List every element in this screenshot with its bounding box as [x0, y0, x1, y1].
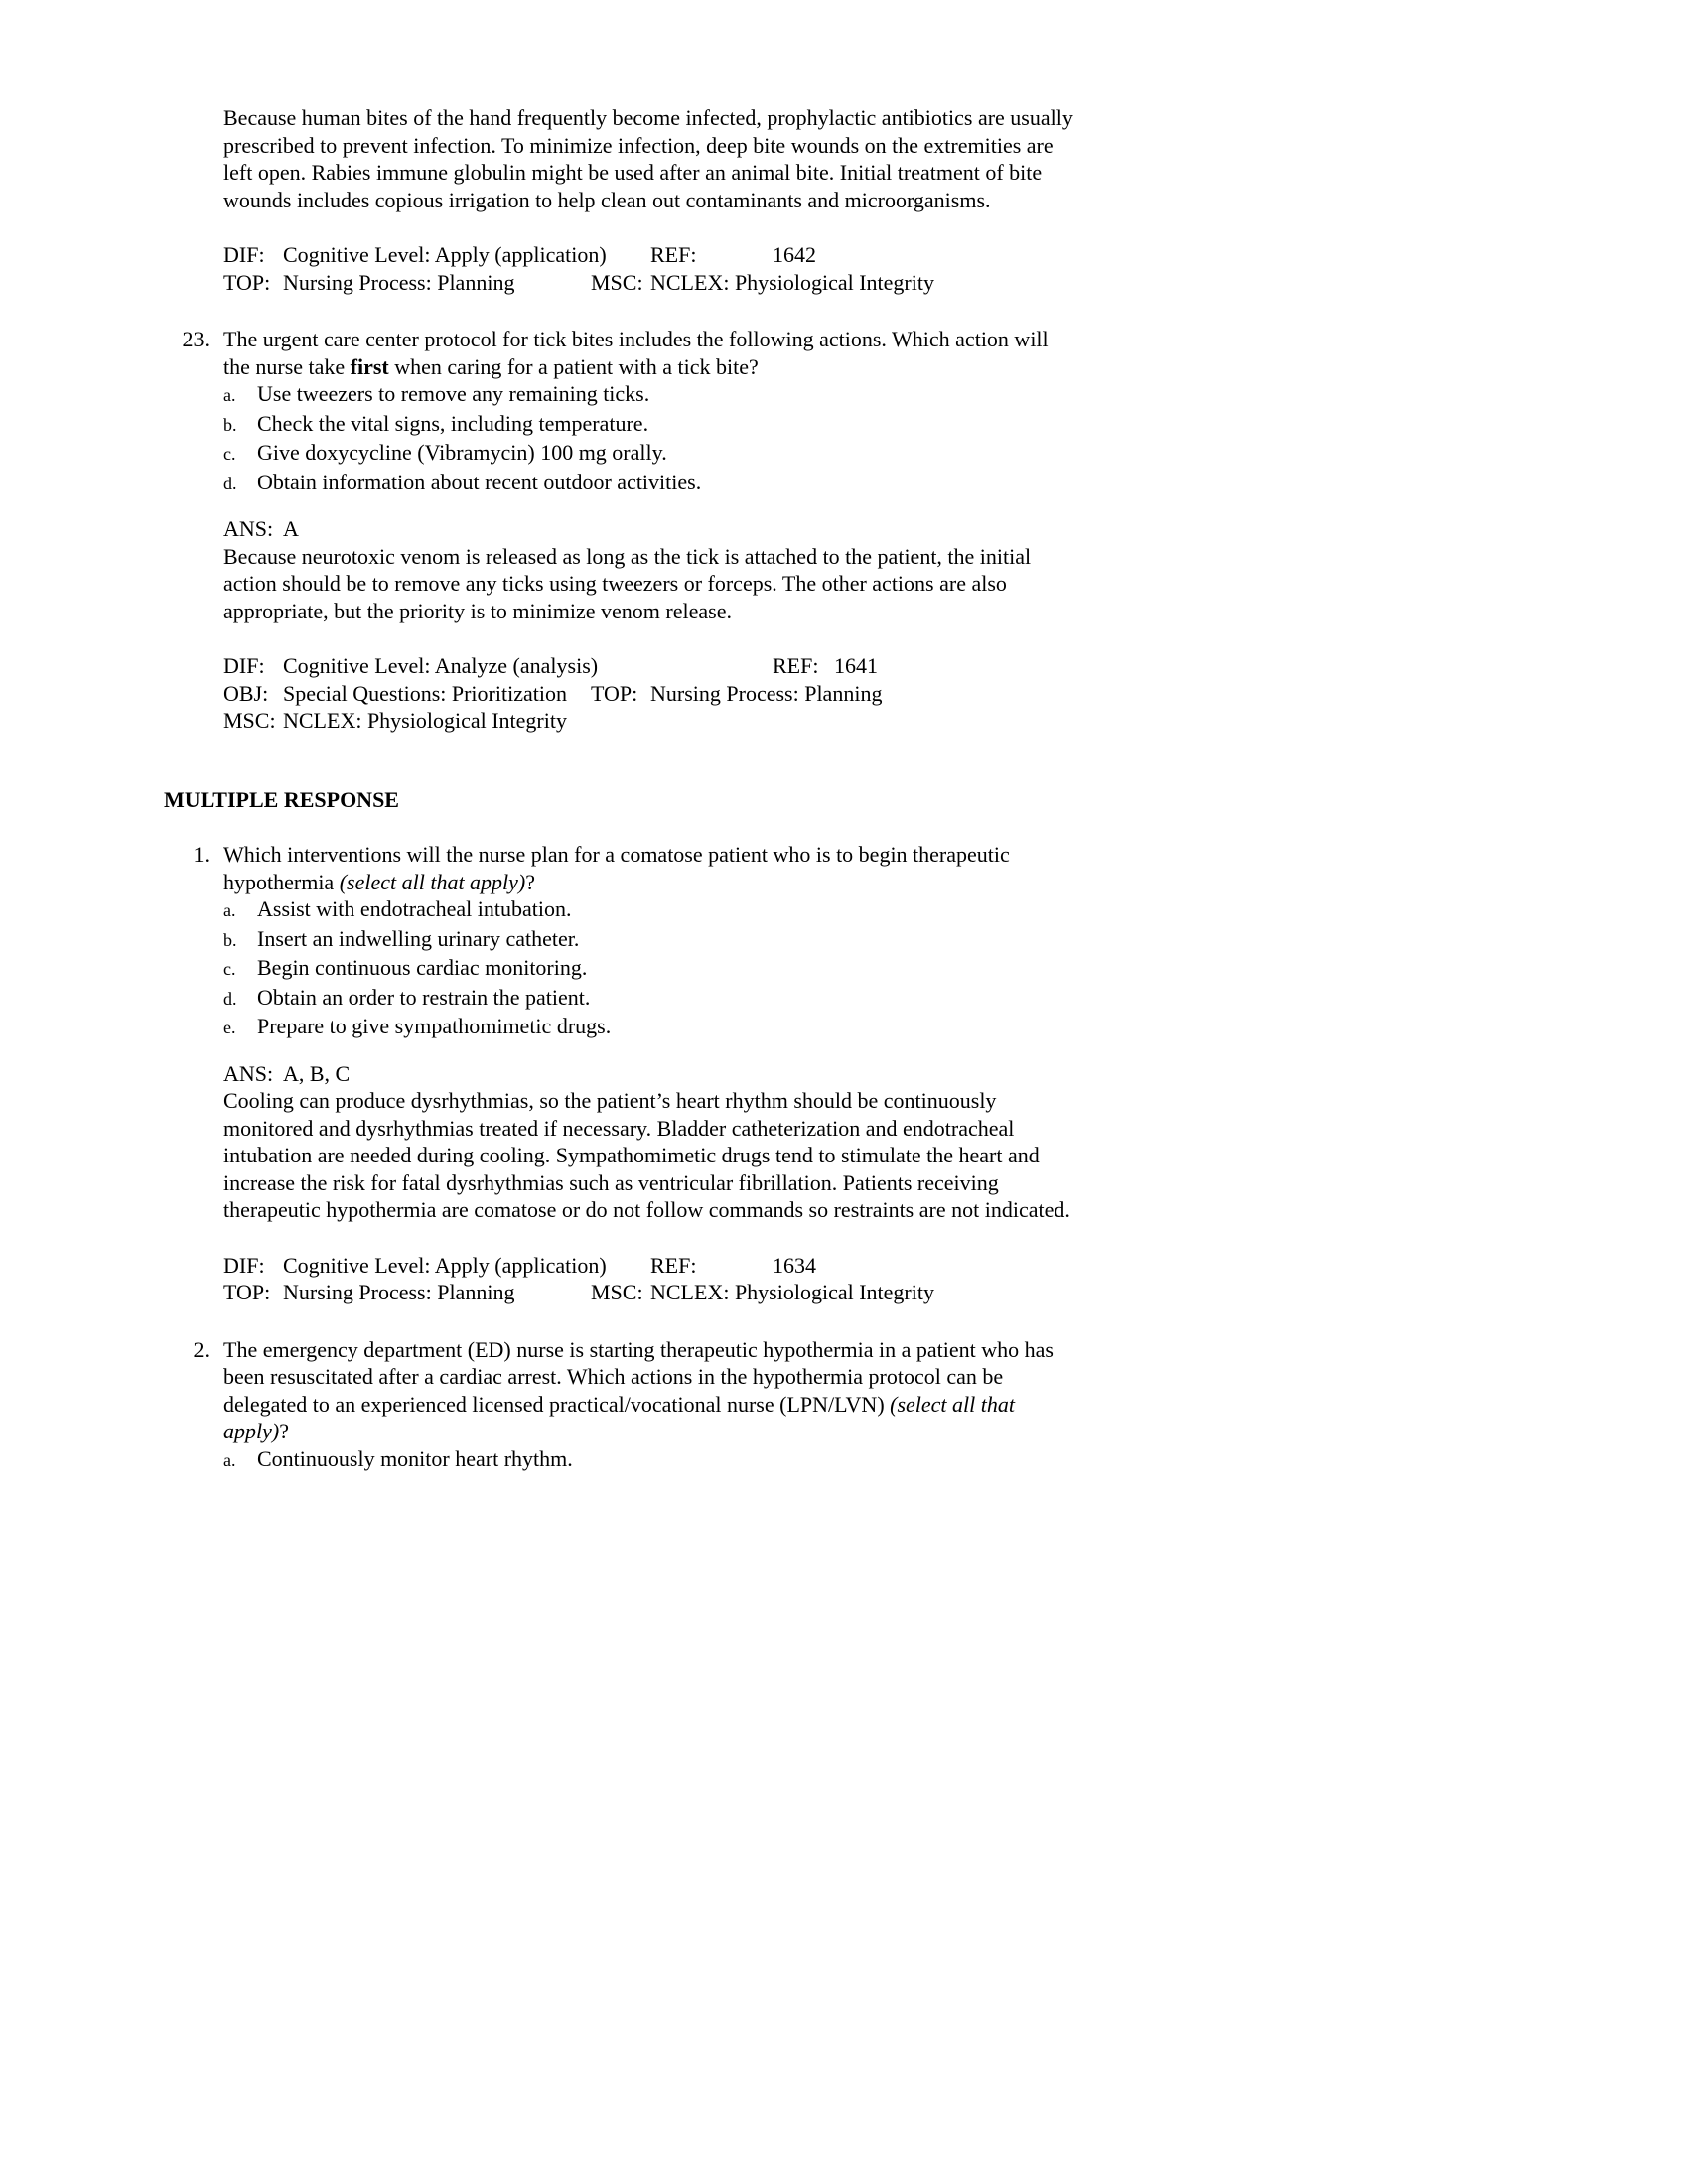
options-list [223, 1445, 1077, 1475]
meta-row [223, 1279, 1077, 1306]
prev-answer-rationale: Because human bites of the hand frequently become infected, prophylactic antibiotics are usually prescribed to prevent infection. To minimize infection, deep bite wounds on the extremities are left open. Rabies immune globulin might be used after an animal bite. Initial treatment of bite wounds includes copious irrigation to help clean out contaminants and microorganisms. [223, 105, 1073, 212]
section-heading: MULTIPLE RESPONSE [164, 786, 399, 812]
option-letter: e. [223, 1018, 236, 1037]
option-text: Obtain an order to restrain the patient. [257, 984, 591, 1010]
meta-row [223, 707, 1077, 735]
stem-text: Which interventions will the nurse plan for a comatose patient who is to begin therapeutic hypothermia [223, 842, 1010, 894]
question-mr-2 [164, 1336, 1529, 1475]
meta-top-value: Nursing Process: Planning [283, 1280, 515, 1304]
meta-row [223, 1252, 1077, 1280]
question-mr-1-meta [223, 1252, 1077, 1306]
question-number: 1. [193, 842, 210, 867]
stem-suffix: ? [279, 1419, 289, 1443]
meta-top-value: Nursing Process: Planning [650, 680, 883, 706]
option-letter: b. [223, 929, 237, 950]
meta-dif-label: DIF: [223, 1252, 265, 1278]
meta-dif-value: Cognitive Level: Analyze (analysis) [283, 653, 599, 678]
stem-italic: (select all that apply) [223, 1391, 1015, 1443]
meta-top-label: TOP: [223, 269, 271, 295]
answer-line [223, 1060, 1077, 1088]
ans-label: ANS: [223, 516, 274, 541]
option-letter: a. [223, 900, 236, 920]
option-letter: a. [223, 385, 236, 405]
options-list [223, 895, 1077, 1042]
meta-ref-label: REF: [773, 653, 819, 678]
meta-ref-value: 1641 [834, 653, 878, 678]
meta-msc-value: NCLEX: Physiological Integrity [650, 1280, 934, 1304]
option-letter: c. [223, 959, 236, 979]
meta-top-value: Nursing Process: Planning [283, 269, 515, 295]
meta-row [223, 269, 1077, 297]
meta-row [223, 680, 1077, 708]
option-c [223, 439, 1077, 469]
option-letter: d. [223, 473, 237, 493]
meta-row [223, 241, 1077, 269]
options-list [223, 380, 1077, 497]
question-number: 2. [193, 1336, 210, 1362]
question-mr-1 [164, 841, 1529, 1042]
meta-msc-label: MSC: [591, 1280, 643, 1304]
meta-msc-label: MSC: [223, 708, 276, 733]
meta-row [223, 652, 1077, 680]
question-stem [223, 841, 1077, 895]
question-body [223, 841, 1077, 1042]
meta-dif-value: Cognitive Level: Apply (application) [283, 242, 607, 267]
option-letter: a. [223, 1449, 236, 1470]
question-body [223, 1336, 1077, 1475]
answer-rationale: Because neurotoxic venom is released as long as the tick is attached to the patient, the initial action should be to remove any ticks using tweezers or forceps. The other actions are also appropriate, but the priority is to minimize venom release. [223, 543, 1032, 623]
question-stem [223, 326, 1077, 380]
option-text: Obtain information about recent outdoor activities. [257, 469, 702, 494]
option-c [223, 954, 1077, 984]
prev-answer-meta [223, 241, 1077, 296]
option-text: Assist with endotracheal intubation. [257, 896, 572, 921]
option-text: Begin continuous cardiac monitoring. [257, 955, 588, 980]
meta-obj-value: Special Questions: Prioritization [283, 680, 567, 706]
meta-msc-value: NCLEX: Physiological Integrity [283, 708, 567, 733]
meta-ref-value: 1642 [773, 242, 816, 267]
option-text: Prepare to give sympathomimetic drugs. [257, 1014, 612, 1038]
option-b [223, 410, 1077, 440]
meta-ref-value: 1634 [773, 1252, 816, 1278]
answer-line [223, 515, 1077, 543]
option-letter: d. [223, 988, 237, 1009]
option-d [223, 469, 1077, 498]
option-letter: b. [223, 414, 237, 435]
option-a [223, 1445, 1077, 1475]
meta-ref-label: REF: [650, 242, 697, 267]
meta-dif-value: Cognitive Level: Apply (application) [283, 1252, 607, 1278]
question-23-meta [223, 652, 1077, 735]
option-e [223, 1013, 1077, 1042]
option-letter: c. [223, 444, 236, 464]
ans-value: A, B, C [283, 1060, 351, 1086]
meta-msc-value: NCLEX: Physiological Integrity [650, 269, 934, 295]
ans-value: A [283, 516, 299, 541]
option-d [223, 984, 1077, 1014]
meta-msc-label: MSC: [591, 269, 643, 295]
question-23 [164, 326, 1529, 497]
meta-ref-label: REF: [650, 1252, 697, 1278]
option-text: Use tweezers to remove any remaining ticks. [257, 381, 650, 406]
meta-obj-label: OBJ: [223, 680, 269, 706]
option-a [223, 380, 1077, 410]
option-text: Continuously monitor heart rhythm. [257, 1445, 573, 1471]
stem-suffix: ? [525, 869, 536, 894]
meta-top-label: TOP: [591, 680, 638, 706]
option-text: Insert an indwelling urinary catheter. [257, 925, 580, 951]
question-body [223, 326, 1077, 497]
answer-rationale: Cooling can produce dysrhythmias, so the patient’s heart rhythm should be continuously monitored and dysrhythmias treated if necessary. Bladder catheterization and endotracheal intubation are needed during cooling. Sympathomimetic drugs tend to stimulate the heart and increase the risk for fatal dysrhythmias such as ventricular fibrillation. Patients receiving therapeutic hypothermia are comatose or do not follow commands so restraints are not indicated. [223, 1088, 1070, 1222]
option-a [223, 895, 1077, 925]
meta-top-label: TOP: [223, 1280, 271, 1304]
stem-italic: (select all that apply) [339, 869, 526, 894]
question-stem [223, 1336, 1077, 1445]
stem-suffix: when caring for a patient with a tick bite? [388, 353, 759, 379]
option-text: Check the vital signs, including temperature. [257, 410, 649, 436]
option-b [223, 925, 1077, 955]
ans-label: ANS: [223, 1060, 274, 1086]
meta-dif-label: DIF: [223, 653, 265, 678]
meta-dif-label: DIF: [223, 242, 265, 267]
question-number: 23. [182, 327, 210, 351]
stem-text: The urgent care center protocol for tick bites includes the following actions. Which action will the nurse take [223, 327, 1049, 379]
stem-text: The emergency department (ED) nurse is starting therapeutic hypothermia in a patient who has been resuscitated after a cardiac arrest. Which actions in the hypothermia protocol can be delegated to an experienced licensed practical/vocational nurse (LPN/LVN) [223, 1336, 1054, 1417]
stem-bold-word: first [350, 353, 389, 379]
option-text: Give doxycycline (Vibramycin) 100 mg orally. [257, 440, 667, 465]
